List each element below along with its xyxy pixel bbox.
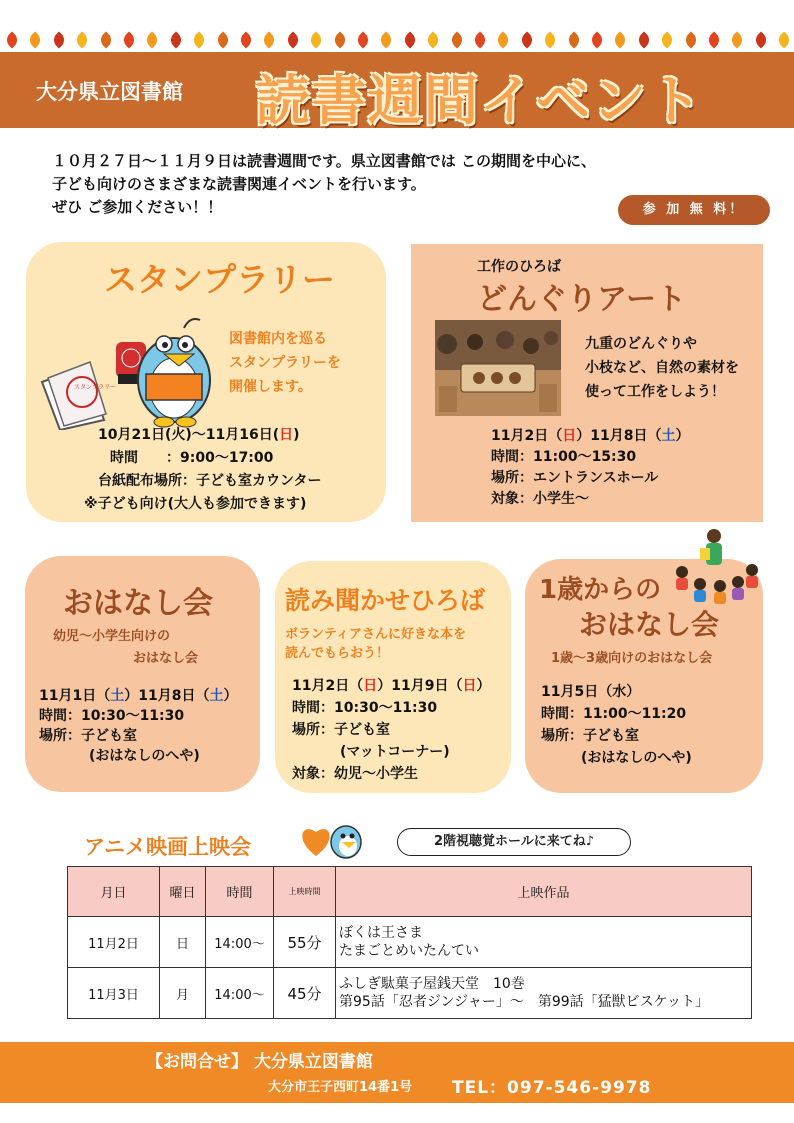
baby-ohanashi-place: 場所：子ども室 — [541, 728, 639, 744]
acorn-art-subtitle: 工作のひろば — [477, 259, 561, 275]
stamp-rally-lead — [229, 327, 341, 399]
leaf-icon — [635, 32, 652, 49]
library-name: 大分県立図書館 — [36, 80, 183, 104]
yomikikase-room: (マットコーナー) — [340, 744, 450, 760]
table-row — [68, 917, 752, 968]
baby-ohanashi-date: 11月5日（水） — [541, 684, 641, 700]
table-header-row — [68, 867, 752, 917]
leaf-icon — [472, 32, 489, 49]
leaf-icon — [121, 32, 138, 49]
work-title: たまごとめいたんてい — [339, 943, 479, 959]
svg-text:スタンプラリー: スタンプラリー — [74, 384, 117, 391]
leaf-icon — [401, 32, 418, 49]
leaf-icon — [214, 32, 231, 49]
acorn-art-details — [491, 426, 689, 510]
intro-line: １０月２７日～１１月９日は読書週間です。県立図書館では この期間を中心に、 — [52, 152, 597, 170]
leaf-icon — [261, 32, 278, 49]
leaf-icon — [331, 32, 348, 49]
leaf-icon — [659, 32, 676, 49]
leaf-icon — [308, 32, 325, 49]
leaf-icon — [542, 32, 559, 49]
storytelling-children-icon — [670, 526, 760, 606]
cell-date: 11月3日 — [68, 968, 160, 1019]
stamp-rally-place: 台紙配布場所：子ども室カウンター — [98, 473, 322, 489]
page-title: 読書週間イベント — [256, 69, 704, 132]
stamp-rally-date: 10月21日(火)～11月16日(日) — [98, 427, 300, 443]
leaf-icon — [612, 32, 629, 49]
contact-address: 大分市王子西町14番1号 — [268, 1080, 413, 1095]
work-title: 第95話「忍者ジンジャー」～ 第99話「猛獣ビスケット」 — [339, 994, 709, 1010]
intro-text — [52, 150, 596, 219]
leaf-icon — [448, 32, 465, 49]
baby-ohanashi-title-1: 1歳からの — [539, 575, 662, 605]
cell-day: 月 — [160, 968, 206, 1019]
leaf-icon — [495, 32, 512, 49]
leaf-icon — [191, 32, 208, 49]
contact-label: 【お問合せ】 大分県立図書館 — [146, 1052, 373, 1072]
acorn-art-card — [411, 244, 763, 522]
anime-schedule-table — [67, 866, 752, 1019]
acorn-art-title: どんぐりアート — [477, 282, 687, 317]
stamp-rally-card — [26, 242, 386, 522]
ohanashi-lead — [53, 626, 198, 670]
stamp-book-icon — [42, 362, 116, 430]
leaf-icon — [27, 32, 44, 49]
stamp-rally-title: スタンプラリー — [104, 260, 335, 299]
header-banner — [0, 52, 794, 132]
yomikikase-date: 11月2日（日）11月9日（日） — [292, 678, 491, 694]
leaf-icon — [776, 32, 793, 49]
leaf-icon — [682, 32, 699, 49]
lead-line: 幼児～小学生向けの — [53, 629, 171, 644]
yomikikase-details — [292, 675, 490, 785]
baby-ohanashi-time: 時間：11:00～11:20 — [541, 706, 687, 722]
cell-works — [336, 917, 752, 968]
acorn-art-target: 対象：小学生～ — [491, 491, 589, 507]
leaf-icon — [729, 32, 746, 49]
leaf-icon — [167, 32, 184, 49]
intro-line: 子ども向けのさまざまな読書関連イベントを行います。 — [52, 175, 426, 193]
column-header-date: 月日 — [68, 867, 160, 917]
cell-duration: 55分 — [274, 917, 336, 968]
leaf-icon — [378, 32, 395, 49]
contact-footer — [0, 1042, 794, 1103]
baby-ohanashi-details — [541, 681, 692, 769]
ohanashi-title: おはなし会 — [63, 586, 213, 621]
acorn-art-place: 場所：エントランスホール — [491, 470, 659, 486]
leaf-icon — [97, 32, 114, 49]
leaf-icon — [355, 32, 372, 49]
column-header-day: 曜日 — [160, 867, 206, 917]
ohanashi-time: 時間：10:30～11:30 — [39, 708, 185, 724]
contact-phone: TEL：097-546-9978 — [452, 1078, 652, 1098]
baby-ohanashi-title-2: おはなし会 — [579, 608, 720, 641]
leaf-icon — [284, 32, 301, 49]
leaf-icon — [565, 32, 582, 49]
lead-line: スタンプラリーを — [229, 355, 341, 371]
column-header-time: 時間 — [206, 867, 274, 917]
free-badge: 参 加 無 料！ — [618, 195, 770, 225]
yomikikase-target: 対象：幼児～小学生 — [292, 766, 418, 782]
lead-line: 読んでもらおう！ — [285, 646, 390, 661]
cell-date: 11月2日 — [68, 917, 160, 968]
leaf-icon — [50, 32, 67, 49]
baby-ohanashi-lead: 1歳～3歳向けのおはなし会 — [551, 651, 713, 666]
autumn-leaves-border — [0, 30, 794, 52]
stamp-rally-note: ※子ども向け(大人も参加できます) — [84, 496, 307, 512]
leaf-icon — [706, 32, 723, 49]
ohanashi-details — [39, 686, 237, 766]
cell-duration: 45分 — [274, 968, 336, 1019]
ohanashi-card — [25, 556, 260, 792]
column-header-works: 上映作品 — [336, 867, 752, 917]
leaf-icon — [518, 32, 535, 49]
stamp-rally-time: 時間 ：9:00～17:00 — [110, 450, 274, 466]
work-title: ふしぎ駄菓子屋銭天堂 10巻 — [339, 976, 525, 992]
yomikikase-place: 場所：子ども室 — [292, 722, 390, 738]
leaf-icon — [74, 32, 91, 49]
stamp-rally-details — [84, 424, 322, 516]
cell-time: 14:00～ — [206, 917, 274, 968]
anime-location-note: 2階視聴覚ホールに来てね♪ — [397, 828, 631, 856]
lead-line: おはなし会 — [133, 651, 199, 666]
lead-line: 開催します。 — [229, 379, 312, 395]
yomikikase-time: 時間：10:30～11:30 — [292, 700, 438, 716]
baby-ohanashi-room: (おはなしのへや) — [581, 750, 692, 766]
cell-works — [336, 968, 752, 1019]
yomikikase-card — [275, 561, 511, 793]
anime-section-title: アニメ映画上映会 — [84, 835, 251, 859]
cell-time: 14:00～ — [206, 968, 274, 1019]
acorn-craft-photo — [435, 320, 561, 416]
leaf-icon — [752, 32, 769, 49]
lead-line: ボランティアさんに好きな本を — [285, 627, 466, 642]
column-header-duration: 上映時間 — [274, 867, 336, 917]
lead-line: 図書館内を巡る — [229, 331, 327, 347]
lead-line: 九重のどんぐりや — [585, 336, 697, 352]
leaf-icon — [4, 32, 21, 49]
lead-line: 使って工作をしよう！ — [585, 384, 725, 400]
acorn-art-date: 11月2日（日）11月8日（土） — [491, 428, 690, 444]
leaf-icon — [425, 32, 442, 49]
leaf-icon — [144, 32, 161, 49]
yomikikase-title: 読み聞かせひろば — [285, 586, 486, 615]
intro-line: ぜひ ご参加ください！！ — [52, 198, 223, 216]
acorn-art-lead — [585, 332, 739, 404]
leaf-icon — [589, 32, 606, 49]
table-row — [68, 968, 752, 1019]
ohanashi-date: 11月1日（土）11月8日（土） — [39, 688, 238, 704]
yomikikase-lead — [285, 625, 466, 663]
lead-line: 小枝など、自然の素材を — [585, 360, 739, 376]
leaf-icon — [238, 32, 255, 49]
heart-penguin-icon — [298, 820, 364, 860]
penguin-mascot-icon — [34, 300, 234, 430]
acorn-art-time: 時間：11:00～15:30 — [491, 449, 637, 465]
ohanashi-room: (おはなしのへや) — [89, 748, 200, 764]
work-title: ぼくは王さま — [339, 925, 423, 941]
cell-day: 日 — [160, 917, 206, 968]
ohanashi-place: 場所：子ども室 — [39, 728, 137, 744]
